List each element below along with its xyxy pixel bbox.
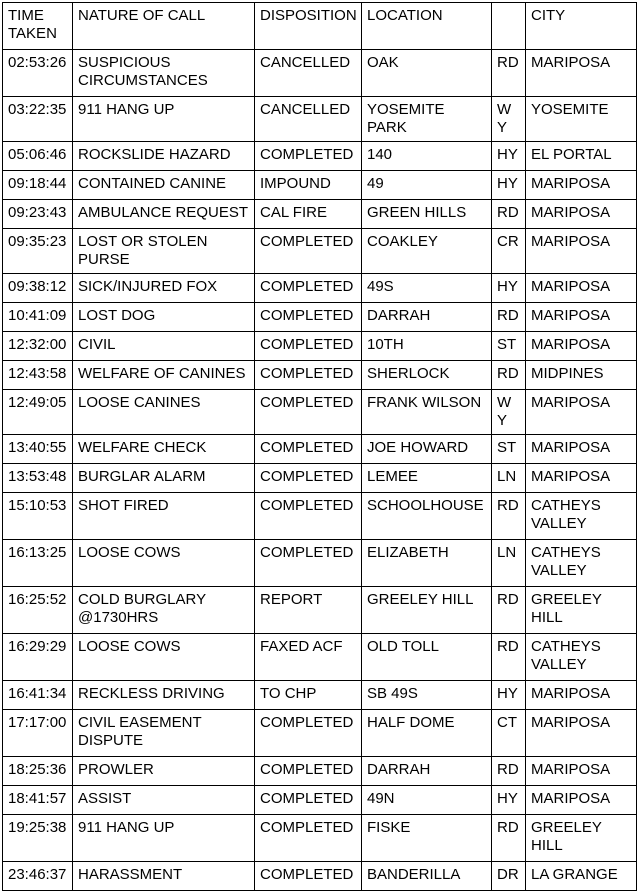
disposition-cell: COMPLETED: [255, 815, 362, 862]
time-taken-cell: 23:46:37: [3, 862, 73, 891]
disposition-cell: CANCELLED: [255, 97, 362, 142]
time-taken-cell: 05:06:46: [3, 142, 73, 171]
location-cell: SCHOOLHOUSE: [362, 493, 492, 540]
time-taken-cell: 15:10:53: [3, 493, 73, 540]
nature-of-call-cell: RECKLESS DRIVING: [73, 681, 255, 710]
time-taken-cell: 18:25:36: [3, 757, 73, 786]
street-suffix-cell: RD: [492, 493, 526, 540]
table-row: [3, 464, 637, 493]
disposition-cell: COMPLETED: [255, 303, 362, 332]
nature-of-call-cell: LOOSE COWS: [73, 634, 255, 681]
location-cell: SHERLOCK: [362, 361, 492, 390]
disposition-cell: COMPLETED: [255, 229, 362, 274]
street-suffix-cell: CT: [492, 710, 526, 757]
street-suffix-cell: CR: [492, 229, 526, 274]
table-row: [3, 862, 637, 891]
table-row: [3, 332, 637, 361]
city-cell: LA GRANGE: [526, 862, 637, 891]
nature-of-call-cell: LOST DOG: [73, 303, 255, 332]
nature-of-call-cell: SUSPICIOUS CIRCUMSTANCES: [73, 50, 255, 97]
header-city: CITY: [526, 3, 637, 50]
nature-of-call-cell: 911 HANG UP: [73, 815, 255, 862]
location-cell: OAK: [362, 50, 492, 97]
table-row: [3, 390, 637, 435]
nature-of-call-cell: SHOT FIRED: [73, 493, 255, 540]
nature-of-call-cell: 911 HANG UP: [73, 97, 255, 142]
city-cell: CATHEYS VALLEY: [526, 493, 637, 540]
street-suffix-cell: RD: [492, 361, 526, 390]
time-taken-cell: 16:41:34: [3, 681, 73, 710]
city-cell: MARIPOSA: [526, 171, 637, 200]
location-cell: HALF DOME: [362, 710, 492, 757]
city-cell: MARIPOSA: [526, 303, 637, 332]
table-row: [3, 274, 637, 303]
city-cell: MARIPOSA: [526, 681, 637, 710]
table-row: [3, 200, 637, 229]
city-cell: MARIPOSA: [526, 464, 637, 493]
disposition-cell: COMPLETED: [255, 390, 362, 435]
disposition-cell: FAXED ACF: [255, 634, 362, 681]
street-suffix-cell: HY: [492, 274, 526, 303]
location-cell: 49N: [362, 786, 492, 815]
location-cell: BANDERILLA: [362, 862, 492, 891]
time-taken-cell: 13:40:55: [3, 435, 73, 464]
table-row: [3, 435, 637, 464]
call-log-body: [3, 50, 637, 891]
nature-of-call-cell: WELFARE CHECK: [73, 435, 255, 464]
location-cell: 49: [362, 171, 492, 200]
disposition-cell: COMPLETED: [255, 464, 362, 493]
time-taken-cell: 16:29:29: [3, 634, 73, 681]
header-nature-of-call: NATURE OF CALL: [73, 3, 255, 50]
time-taken-cell: 03:22:35: [3, 97, 73, 142]
nature-of-call-cell: PROWLER: [73, 757, 255, 786]
disposition-cell: COMPLETED: [255, 710, 362, 757]
city-cell: GREELEY HILL: [526, 815, 637, 862]
time-taken-cell: 12:32:00: [3, 332, 73, 361]
time-taken-cell: 12:49:05: [3, 390, 73, 435]
location-cell: DARRAH: [362, 303, 492, 332]
time-taken-cell: 12:43:58: [3, 361, 73, 390]
location-cell: 140: [362, 142, 492, 171]
street-suffix-cell: HY: [492, 786, 526, 815]
nature-of-call-cell: AMBULANCE REQUEST: [73, 200, 255, 229]
table-row: [3, 229, 637, 274]
header-disposition: DISPOSITION: [255, 3, 362, 50]
street-suffix-cell: RD: [492, 587, 526, 634]
disposition-cell: COMPLETED: [255, 540, 362, 587]
table-row: [3, 757, 637, 786]
nature-of-call-cell: CIVIL EASEMENT DISPUTE: [73, 710, 255, 757]
table-row: [3, 587, 637, 634]
time-taken-cell: 02:53:26: [3, 50, 73, 97]
city-cell: MARIPOSA: [526, 390, 637, 435]
table-row: [3, 634, 637, 681]
city-cell: MARIPOSA: [526, 332, 637, 361]
city-cell: GREELEY HILL: [526, 587, 637, 634]
table-row: [3, 493, 637, 540]
time-taken-cell: 16:25:52: [3, 587, 73, 634]
nature-of-call-cell: BURGLAR ALARM: [73, 464, 255, 493]
nature-of-call-cell: HARASSMENT: [73, 862, 255, 891]
city-cell: MARIPOSA: [526, 435, 637, 464]
table-row: [3, 540, 637, 587]
table-row: [3, 171, 637, 200]
disposition-cell: COMPLETED: [255, 274, 362, 303]
location-cell: GREEN HILLS: [362, 200, 492, 229]
disposition-cell: COMPLETED: [255, 786, 362, 815]
header-row: [3, 3, 637, 50]
time-taken-cell: 09:18:44: [3, 171, 73, 200]
nature-of-call-cell: WELFARE OF CANINES: [73, 361, 255, 390]
location-cell: DARRAH: [362, 757, 492, 786]
disposition-cell: TO CHP: [255, 681, 362, 710]
city-cell: CATHEYS VALLEY: [526, 540, 637, 587]
table-row: [3, 142, 637, 171]
table-row: [3, 361, 637, 390]
street-suffix-cell: HY: [492, 171, 526, 200]
disposition-cell: COMPLETED: [255, 435, 362, 464]
disposition-cell: REPORT: [255, 587, 362, 634]
table-row: [3, 97, 637, 142]
city-cell: MARIPOSA: [526, 757, 637, 786]
time-taken-cell: 09:23:43: [3, 200, 73, 229]
time-taken-cell: 09:35:23: [3, 229, 73, 274]
city-cell: MARIPOSA: [526, 50, 637, 97]
street-suffix-cell: DR: [492, 862, 526, 891]
disposition-cell: COMPLETED: [255, 142, 362, 171]
time-taken-cell: 13:53:48: [3, 464, 73, 493]
street-suffix-cell: ST: [492, 435, 526, 464]
nature-of-call-cell: SICK/INJURED FOX: [73, 274, 255, 303]
location-cell: JOE HOWARD: [362, 435, 492, 464]
location-cell: FRANK WILSON: [362, 390, 492, 435]
street-suffix-cell: RD: [492, 815, 526, 862]
table-row: [3, 681, 637, 710]
nature-of-call-cell: LOST OR STOLEN PURSE: [73, 229, 255, 274]
street-suffix-cell: WY: [492, 97, 526, 142]
disposition-cell: COMPLETED: [255, 493, 362, 540]
location-cell: 49S: [362, 274, 492, 303]
street-suffix-cell: LN: [492, 540, 526, 587]
nature-of-call-cell: CIVIL: [73, 332, 255, 361]
header-time-taken: TIME TAKEN: [3, 3, 73, 50]
street-suffix-cell: RD: [492, 634, 526, 681]
street-suffix-cell: RD: [492, 50, 526, 97]
time-taken-cell: 09:38:12: [3, 274, 73, 303]
location-cell: SB 49S: [362, 681, 492, 710]
disposition-cell: COMPLETED: [255, 332, 362, 361]
nature-of-call-cell: CONTAINED CANINE: [73, 171, 255, 200]
location-cell: COAKLEY: [362, 229, 492, 274]
city-cell: MARIPOSA: [526, 229, 637, 274]
call-log-table: [2, 2, 637, 891]
table-row: [3, 50, 637, 97]
street-suffix-cell: RD: [492, 303, 526, 332]
street-suffix-cell: RD: [492, 200, 526, 229]
disposition-cell: COMPLETED: [255, 361, 362, 390]
location-cell: 10TH: [362, 332, 492, 361]
disposition-cell: COMPLETED: [255, 862, 362, 891]
city-cell: MARIPOSA: [526, 200, 637, 229]
location-cell: ELIZABETH: [362, 540, 492, 587]
nature-of-call-cell: ASSIST: [73, 786, 255, 815]
nature-of-call-cell: COLD BURGLARY @1730HRS: [73, 587, 255, 634]
location-cell: YOSEMITE PARK: [362, 97, 492, 142]
city-cell: MARIPOSA: [526, 710, 637, 757]
time-taken-cell: 10:41:09: [3, 303, 73, 332]
table-row: [3, 710, 637, 757]
street-suffix-cell: RD: [492, 757, 526, 786]
street-suffix-cell: HY: [492, 142, 526, 171]
city-cell: MARIPOSA: [526, 274, 637, 303]
table-row: [3, 303, 637, 332]
location-cell: OLD TOLL: [362, 634, 492, 681]
nature-of-call-cell: LOOSE COWS: [73, 540, 255, 587]
time-taken-cell: 17:17:00: [3, 710, 73, 757]
location-cell: GREELEY HILL: [362, 587, 492, 634]
city-cell: CATHEYS VALLEY: [526, 634, 637, 681]
header-street-suffix: [492, 3, 526, 50]
city-cell: MARIPOSA: [526, 786, 637, 815]
time-taken-cell: 19:25:38: [3, 815, 73, 862]
street-suffix-cell: LN: [492, 464, 526, 493]
nature-of-call-cell: LOOSE CANINES: [73, 390, 255, 435]
location-cell: LEMEE: [362, 464, 492, 493]
time-taken-cell: 16:13:25: [3, 540, 73, 587]
header-location: LOCATION: [362, 3, 492, 50]
disposition-cell: CANCELLED: [255, 50, 362, 97]
table-row: [3, 815, 637, 862]
location-cell: FISKE: [362, 815, 492, 862]
city-cell: YOSEMITE: [526, 97, 637, 142]
disposition-cell: IMPOUND: [255, 171, 362, 200]
street-suffix-cell: WY: [492, 390, 526, 435]
time-taken-cell: 18:41:57: [3, 786, 73, 815]
disposition-cell: CAL FIRE: [255, 200, 362, 229]
disposition-cell: COMPLETED: [255, 757, 362, 786]
city-cell: MIDPINES: [526, 361, 637, 390]
table-row: [3, 786, 637, 815]
city-cell: EL PORTAL: [526, 142, 637, 171]
street-suffix-cell: ST: [492, 332, 526, 361]
nature-of-call-cell: ROCKSLIDE HAZARD: [73, 142, 255, 171]
street-suffix-cell: HY: [492, 681, 526, 710]
